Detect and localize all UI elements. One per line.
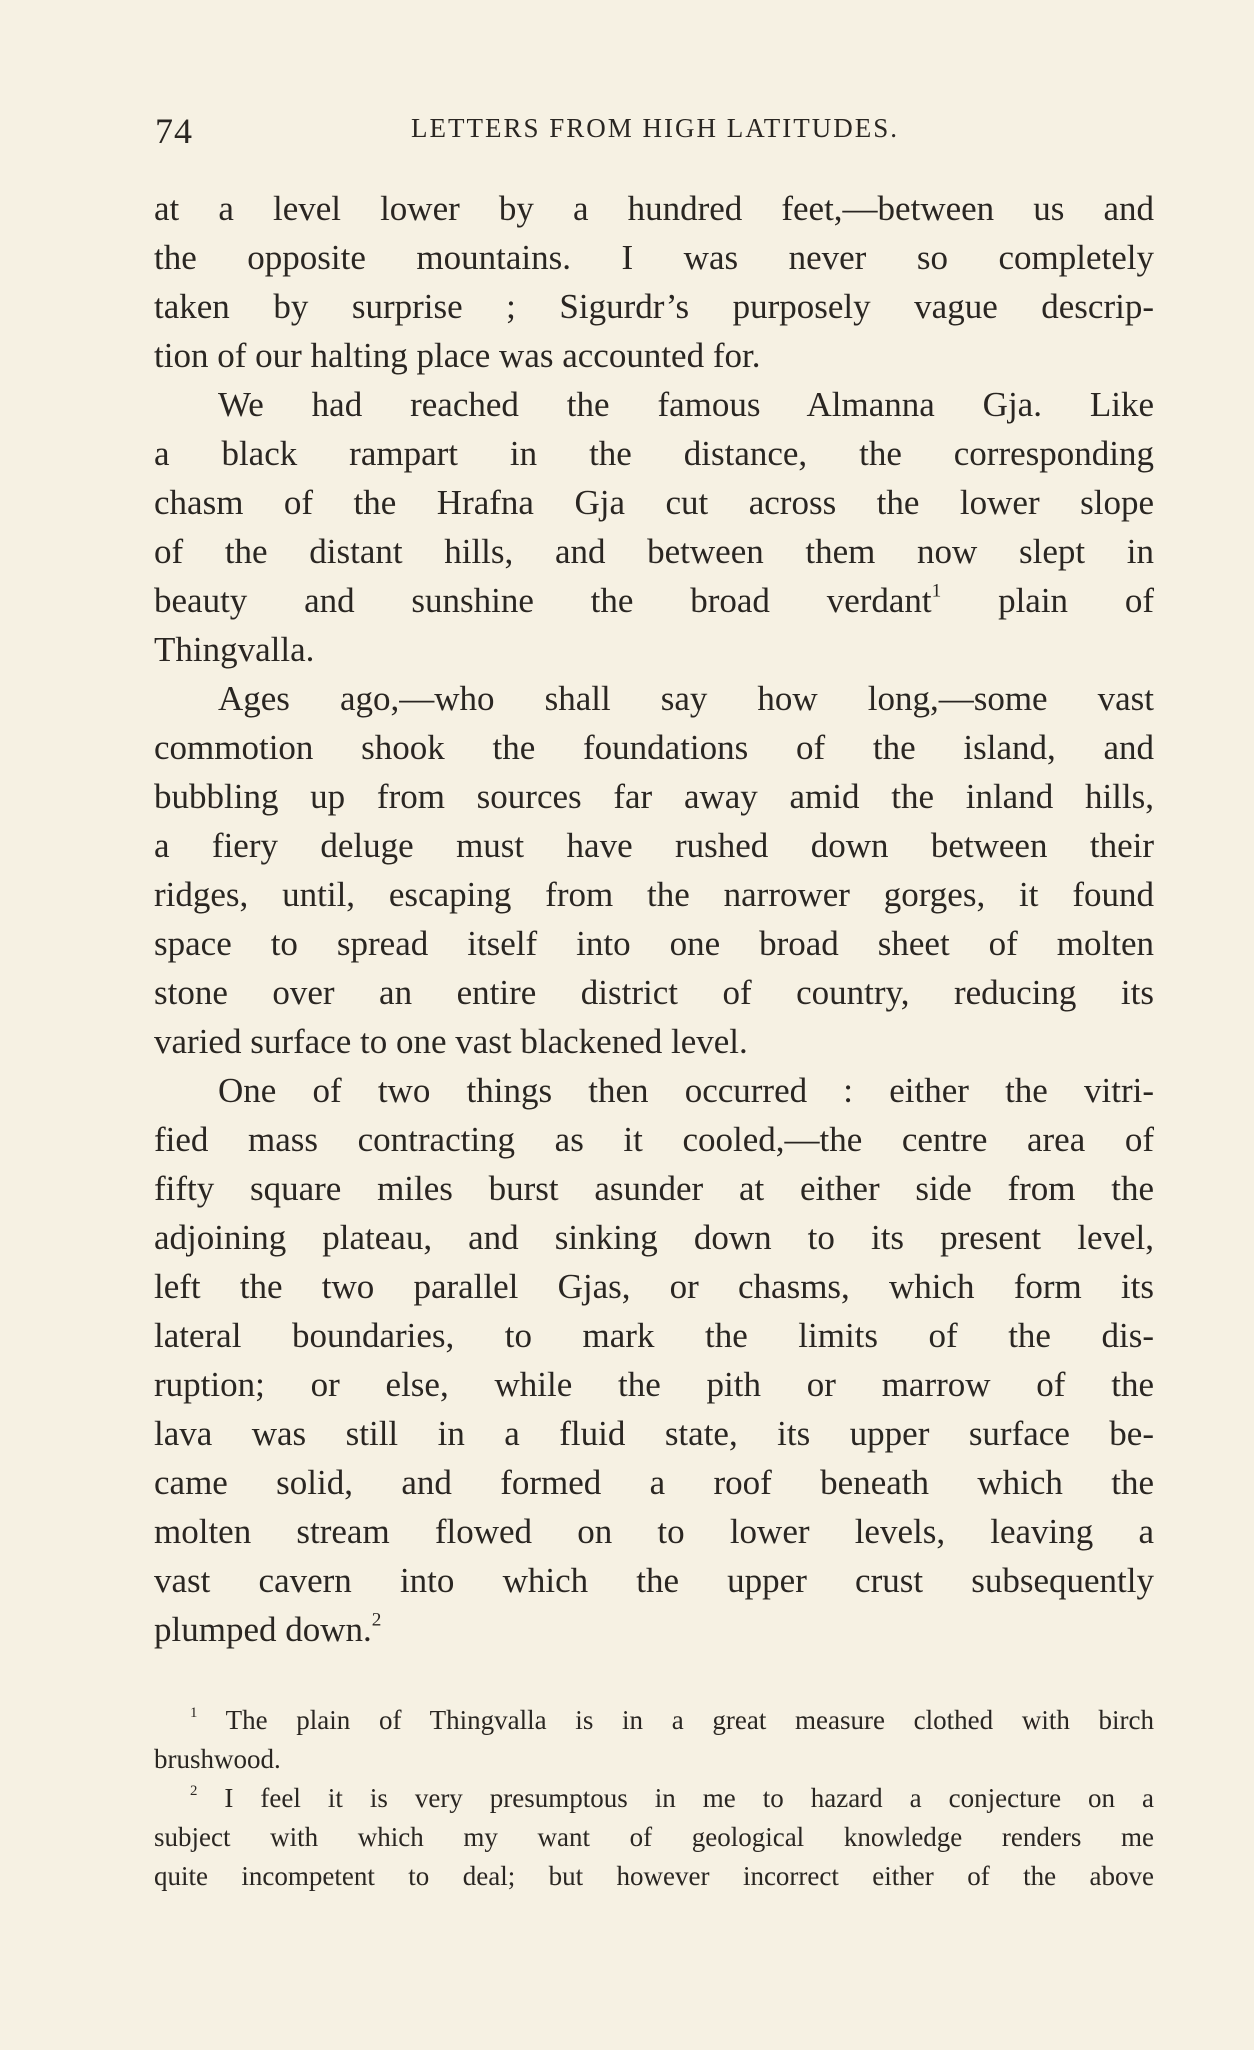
text-line: One of two things then occurred : either the vitri- bbox=[218, 1071, 1154, 1110]
text-segment: plain of bbox=[941, 581, 1154, 620]
text-line: space to spread itself into one broad sheet of molten bbox=[154, 924, 1154, 963]
text-line: We had reached the famous Almanna Gja. Like bbox=[218, 385, 1154, 424]
footnote-text: I feel it is very presumptous in me to hazard a conjecture on a bbox=[224, 1783, 1154, 1813]
footnote-line: subject with which my want of geological knowledge renders me bbox=[154, 1822, 1154, 1852]
footnote-mark-2: 2 bbox=[190, 1783, 198, 1800]
text-line: adjoining plateau, and sinking down to its present level, bbox=[154, 1218, 1154, 1257]
text-line: fifty square miles burst asunder at either side from the bbox=[154, 1169, 1154, 1208]
page-number: 74 bbox=[155, 111, 193, 151]
footnote-line: quite incompetent to deal; but however incorrect either of the above bbox=[154, 1861, 1154, 1891]
text-line: stone over an entire district of country, reducing its bbox=[154, 973, 1154, 1012]
footnote-mark-1: 1 bbox=[190, 1705, 198, 1722]
footnote-line: brushwood. bbox=[154, 1744, 281, 1774]
body-text bbox=[154, 184, 1154, 1654]
footnote-2 bbox=[154, 1779, 1154, 1818]
footnotes bbox=[154, 1701, 1154, 1896]
text-line: the opposite mountains. I was never so completely bbox=[154, 238, 1154, 277]
text-line: lateral boundaries, to mark the limits of the dis- bbox=[154, 1316, 1154, 1355]
text-line: lava was still in a fluid state, its upper surface be- bbox=[154, 1414, 1154, 1453]
text-line: taken by surprise ; Sigurdr’s purposely vague descrip- bbox=[154, 287, 1154, 326]
text-line: at a level lower by a hundred feet,—between us and bbox=[154, 189, 1154, 228]
text-line: came solid, and formed a roof beneath which the bbox=[154, 1463, 1154, 1502]
footnote-text: The plain of Thingvalla is in a great measure clothed with birch bbox=[225, 1705, 1154, 1735]
text-line: a black rampart in the distance, the corresponding bbox=[154, 434, 1154, 473]
text-segment: beauty and sunshine the broad verdant bbox=[154, 581, 932, 620]
footnote-ref-2: 2 bbox=[371, 1609, 382, 1631]
text-line: molten stream flowed on to lower levels, leaving a bbox=[154, 1512, 1154, 1551]
text-line: Ages ago,—who shall say how long,—some vast bbox=[218, 679, 1154, 718]
footnote-ref-1: 1 bbox=[931, 580, 942, 602]
footnote-1 bbox=[154, 1701, 1154, 1740]
page-header bbox=[155, 110, 1155, 154]
text-line: vast cavern into which the upper crust subsequently bbox=[154, 1561, 1154, 1600]
text-line-with-footnote bbox=[154, 1605, 1154, 1654]
text-line: chasm of the Hrafna Gja cut across the lower slope bbox=[154, 483, 1154, 522]
text-line: tion of our halting place was accounted for. bbox=[154, 336, 761, 375]
text-line: a fiery deluge must have rushed down between their bbox=[154, 826, 1154, 865]
text-line: ridges, until, escaping from the narrower gorges, it found bbox=[154, 875, 1154, 914]
text-line: of the distant hills, and between them now slept in bbox=[154, 532, 1154, 571]
text-line: commotion shook the foundations of the island, and bbox=[154, 728, 1154, 767]
text-line: fied mass contracting as it cooled,—the centre area of bbox=[154, 1120, 1154, 1159]
text-segment: plumped down. bbox=[154, 1610, 372, 1649]
text-line: ruption; or else, while the pith or marrow of the bbox=[154, 1365, 1154, 1404]
text-line-with-footnote bbox=[154, 576, 1154, 625]
text-line: varied surface to one vast blackened level. bbox=[154, 1022, 748, 1061]
text-line: left the two parallel Gjas, or chasms, which form its bbox=[154, 1267, 1154, 1306]
text-line: bubbling up from sources far away amid the inland hills, bbox=[154, 777, 1154, 816]
text-line: Thingvalla. bbox=[154, 630, 315, 669]
running-title: LETTERS FROM HIGH LATITUDES. bbox=[411, 113, 899, 143]
